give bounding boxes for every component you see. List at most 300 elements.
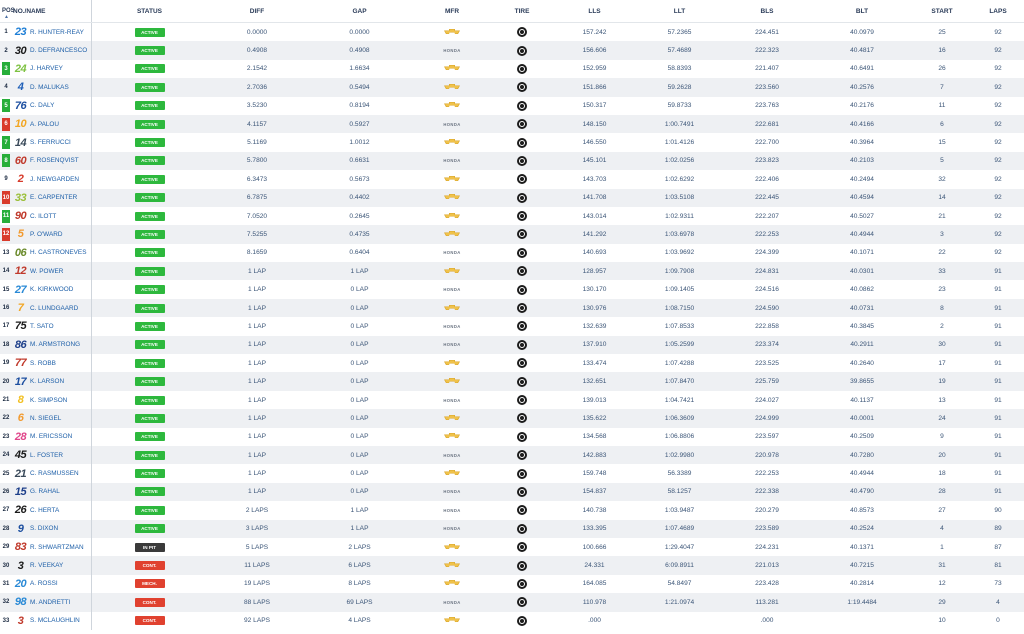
chevrolet-logo-icon <box>444 305 460 312</box>
driver-cell[interactable] <box>13 60 92 78</box>
tire-icon <box>517 616 527 626</box>
tire-icon <box>517 266 527 276</box>
table-row <box>0 225 1024 243</box>
diff-cell: 1 LAP <box>248 433 266 441</box>
lls-cell: 140.738 <box>582 506 607 514</box>
driver-cell[interactable] <box>13 97 92 115</box>
tire-icon <box>517 450 527 460</box>
header-status[interactable]: STATUS <box>136 7 163 15</box>
status-cell <box>92 280 207 298</box>
driver-cell[interactable] <box>13 428 92 446</box>
bls-cell: 224.027 <box>755 396 779 404</box>
gap-cell: 0 LAP <box>350 378 369 386</box>
position-cell <box>0 170 13 188</box>
tire-cell <box>492 354 552 372</box>
status-badge: ACTIVE <box>135 396 165 405</box>
status-cell <box>92 520 207 538</box>
status-cell <box>92 60 207 78</box>
table-row <box>0 23 1024 41</box>
status-cell <box>92 317 207 335</box>
driver-cell[interactable] <box>13 299 92 317</box>
blt-cell: 40.1371 <box>850 543 874 551</box>
tire-icon <box>517 229 527 239</box>
bls-cell: 221.013 <box>755 562 779 570</box>
tire-cell <box>492 428 552 446</box>
car-number: 30 <box>14 44 27 57</box>
manufacturer-cell <box>412 280 492 298</box>
lls-cell: 151.866 <box>582 83 607 91</box>
position-badge: 31 <box>2 580 10 587</box>
driver-name-link[interactable]: K. LARSON <box>30 378 65 386</box>
laps-cell: 92 <box>994 194 1002 202</box>
driver-name-link[interactable]: S. MCLAUGHLIN <box>30 617 80 625</box>
car-number: 15 <box>14 485 27 498</box>
header-blt[interactable]: BLT <box>855 7 869 15</box>
llt-cell: 1:07.4288 <box>664 359 695 367</box>
header-tire[interactable]: TIRE <box>514 7 530 15</box>
tire-cell <box>492 464 552 482</box>
car-number: 7 <box>17 302 24 315</box>
diff-cell: 1 LAP <box>248 267 266 275</box>
driver-name-link[interactable]: C. HERTA <box>30 506 60 514</box>
laps-cell: 92 <box>994 28 1002 36</box>
car-number: 26 <box>14 504 27 517</box>
driver-name-link[interactable]: D. MALUKAS <box>30 83 69 91</box>
manufacturer-cell <box>412 483 492 501</box>
position-cell <box>0 244 13 262</box>
status-cell <box>92 225 207 243</box>
driver-name-link[interactable]: A. PALOU <box>30 120 60 128</box>
driver-name-link[interactable]: S. DIXON <box>30 525 59 533</box>
tire-cell <box>492 446 552 464</box>
start-cell: 28 <box>938 488 946 496</box>
table-row <box>0 60 1024 78</box>
driver-name-link[interactable]: R. HUNTER-REAY <box>30 28 84 36</box>
start-cell: 10 <box>938 617 946 625</box>
driver-name-link[interactable]: C. LUNDGAARD <box>30 304 79 312</box>
gap-cell: 0 LAP <box>350 322 369 330</box>
tire-icon <box>517 119 527 129</box>
start-cell: 18 <box>938 470 946 478</box>
driver-cell[interactable] <box>13 262 92 280</box>
manufacturer-cell <box>412 428 492 446</box>
lls-cell: 132.639 <box>582 322 607 330</box>
tire-cell <box>492 336 552 354</box>
tire-icon <box>517 413 527 423</box>
blt-cell: 40.2814 <box>850 580 874 588</box>
status-cell <box>92 428 207 446</box>
llt-cell: 1:04.7421 <box>664 396 695 404</box>
position-badge: 1 <box>4 29 8 36</box>
driver-name-link[interactable]: W. POWER <box>30 267 64 275</box>
start-cell: 31 <box>938 562 946 570</box>
tire-icon <box>517 101 527 111</box>
bls-cell: 223.525 <box>755 359 779 367</box>
position-cell <box>0 225 13 243</box>
car-number: 5 <box>17 228 24 241</box>
position-cell <box>0 446 13 464</box>
bls-cell: 222.445 <box>755 194 779 202</box>
driver-name-link[interactable]: K. KIRKWOOD <box>30 286 74 294</box>
table-row <box>0 336 1024 354</box>
car-number: 28 <box>14 430 27 443</box>
tire-cell <box>492 409 552 427</box>
driver-cell[interactable] <box>13 409 92 427</box>
driver-name-link[interactable]: G. RAHAL <box>30 488 60 496</box>
driver-cell[interactable] <box>13 483 92 501</box>
header-llt[interactable]: LLT <box>673 7 686 15</box>
laps-cell: 92 <box>994 102 1002 110</box>
status-badge: ACTIVE <box>135 285 165 294</box>
driver-cell[interactable] <box>13 78 92 96</box>
gap-cell: 0.5673 <box>349 175 370 183</box>
tire-icon <box>517 377 527 387</box>
header-mfr[interactable]: MFR <box>444 7 460 15</box>
position-cell <box>0 501 13 519</box>
driver-cell[interactable] <box>13 170 92 188</box>
table-row <box>0 446 1024 464</box>
lls-cell: 140.693 <box>582 249 607 257</box>
status-badge: CONT. <box>135 561 165 570</box>
chevrolet-logo-icon <box>444 213 460 220</box>
manufacturer-cell <box>412 391 492 409</box>
driver-cell[interactable] <box>13 556 92 574</box>
driver-cell[interactable] <box>13 501 92 519</box>
blt-cell: 40.2911 <box>850 341 874 349</box>
tire-icon <box>517 82 527 92</box>
driver-cell[interactable] <box>13 133 92 151</box>
llt-cell: 58.8393 <box>667 65 692 73</box>
driver-name-link[interactable]: J. HARVEY <box>30 65 63 73</box>
bls-cell: 224.831 <box>755 267 779 275</box>
start-cell: 4 <box>940 525 944 533</box>
llt-cell: 1:29.4047 <box>664 543 695 551</box>
header-diff[interactable]: DIFF <box>249 7 265 15</box>
car-number: 14 <box>14 136 27 149</box>
position-badge: 9 <box>4 176 8 183</box>
table-row <box>0 115 1024 133</box>
driver-name-link[interactable]: A. ROSSI <box>30 580 58 588</box>
manufacturer-cell <box>412 336 492 354</box>
header-laps[interactable]: LAPS <box>989 7 1007 15</box>
gap-cell: 4 LAPS <box>348 617 371 625</box>
laps-cell: 81 <box>994 562 1002 570</box>
lls-cell: 141.708 <box>582 194 607 202</box>
gap-cell: 0 LAP <box>350 433 369 441</box>
bls-cell: 224.516 <box>755 286 779 294</box>
lls-cell: 145.101 <box>582 157 607 165</box>
driver-cell[interactable] <box>13 520 92 538</box>
blt-cell: 40.2640 <box>850 359 874 367</box>
blt-cell: 40.1071 <box>850 249 874 257</box>
llt-cell: 1:03.6978 <box>664 230 695 238</box>
bls-cell: 224.451 <box>755 28 779 36</box>
lls-cell: 143.014 <box>582 212 607 220</box>
start-cell: 17 <box>938 359 946 367</box>
gap-cell: 0 LAP <box>350 488 369 496</box>
position-badge: 17 <box>2 323 10 330</box>
manufacturer-cell <box>412 78 492 96</box>
laps-cell: 92 <box>994 139 1002 147</box>
status-cell <box>92 391 207 409</box>
tire-icon <box>517 395 527 405</box>
tire-cell <box>492 207 552 225</box>
driver-name-link[interactable]: S. ROBB <box>30 359 56 367</box>
lls-cell: 133.395 <box>582 525 607 533</box>
chevrolet-logo-icon <box>444 562 460 569</box>
driver-cell[interactable] <box>13 41 92 59</box>
table-row <box>0 41 1024 59</box>
driver-name-link[interactable]: M. ERICSSON <box>30 433 73 441</box>
laps-cell: 91 <box>994 378 1002 386</box>
tire-cell <box>492 97 552 115</box>
laps-cell: 0 <box>996 617 1000 625</box>
tire-icon <box>517 46 527 56</box>
header-gap[interactable]: GAP <box>352 7 367 15</box>
position-badge: 4 <box>4 84 8 91</box>
driver-cell[interactable] <box>13 244 92 262</box>
start-cell: 9 <box>940 433 944 441</box>
position-cell <box>0 299 13 317</box>
blt-cell: 40.0862 <box>850 286 874 294</box>
sort-arrow-icon[interactable]: ▲ <box>4 14 9 20</box>
tire-cell <box>492 41 552 59</box>
bls-cell: 223.374 <box>755 341 779 349</box>
status-badge: ACTIVE <box>135 230 165 239</box>
driver-name-link[interactable]: P. O'WARD <box>30 230 63 238</box>
tire-cell <box>492 60 552 78</box>
driver-name-link[interactable]: N. SIEGEL <box>30 414 62 422</box>
table-row <box>0 280 1024 298</box>
start-cell: 24 <box>938 414 946 422</box>
driver-name-link[interactable]: E. CARPENTER <box>30 194 78 202</box>
tire-icon <box>517 248 527 258</box>
blt-cell: 40.4817 <box>850 47 874 55</box>
gap-cell: 0 LAP <box>350 341 369 349</box>
status-badge: ACTIVE <box>135 101 165 110</box>
position-cell <box>0 115 13 133</box>
diff-cell: 92 LAPS <box>243 617 271 625</box>
chevrolet-logo-icon <box>444 580 460 587</box>
table-row <box>0 483 1024 501</box>
status-badge: ACTIVE <box>135 359 165 368</box>
gap-cell: 0 LAP <box>350 396 369 404</box>
position-cell <box>0 60 13 78</box>
bls-cell: 222.253 <box>755 230 779 238</box>
tire-cell <box>492 612 552 630</box>
header-pos[interactable]: POS ▲ <box>2 8 15 20</box>
honda-logo-icon: HONDA <box>443 599 461 605</box>
driver-cell[interactable] <box>13 354 92 372</box>
table-row <box>0 538 1024 556</box>
driver-name-link[interactable]: D. DEFRANCESCO <box>30 47 88 55</box>
status-cell <box>92 299 207 317</box>
car-number: 6 <box>17 412 24 425</box>
driver-name-link[interactable]: R. VEEKAY <box>30 562 64 570</box>
start-cell: 30 <box>938 341 946 349</box>
driver-cell[interactable] <box>13 23 92 41</box>
honda-logo-icon: HONDA <box>443 397 461 403</box>
driver-cell[interactable] <box>13 317 92 335</box>
status-cell <box>92 97 207 115</box>
driver-cell[interactable] <box>13 336 92 354</box>
lls-cell: 133.474 <box>582 359 607 367</box>
driver-cell[interactable] <box>13 593 92 611</box>
lls-cell: 159.748 <box>582 470 607 478</box>
driver-cell[interactable] <box>13 538 92 556</box>
lls-cell: 150.317 <box>582 102 607 110</box>
position-cell <box>0 612 13 630</box>
car-number: 3 <box>17 559 24 572</box>
gap-cell: 8 LAPS <box>348 580 371 588</box>
status-badge: ACTIVE <box>135 64 165 73</box>
laps-cell: 92 <box>994 65 1002 73</box>
tire-icon <box>517 321 527 331</box>
driver-cell[interactable] <box>13 152 92 170</box>
llt-cell <box>637 612 722 630</box>
start-cell: 22 <box>938 249 946 257</box>
car-number: 27 <box>14 283 27 296</box>
status-cell <box>92 41 207 59</box>
header-bls[interactable]: BLS <box>760 7 774 15</box>
table-row <box>0 317 1024 335</box>
bls-cell: 224.231 <box>755 543 779 551</box>
llt-cell: 1:08.7150 <box>664 304 695 312</box>
diff-cell: 7.5255 <box>246 230 268 238</box>
lls-cell: 143.703 <box>582 175 607 183</box>
chevrolet-logo-icon <box>444 470 460 477</box>
status-badge: ACTIVE <box>135 120 165 129</box>
tire-cell <box>492 391 552 409</box>
driver-cell[interactable] <box>13 372 92 390</box>
driver-name-link[interactable]: T. SATO <box>30 322 54 330</box>
status-cell <box>92 207 207 225</box>
honda-logo-icon: HONDA <box>443 507 461 513</box>
table-row <box>0 207 1024 225</box>
llt-cell: 6:09.8911 <box>665 562 694 570</box>
driver-name-link[interactable]: M. ANDRETTI <box>30 598 71 606</box>
status-badge: ACTIVE <box>135 267 165 276</box>
laps-cell: 4 <box>996 598 1000 606</box>
car-number: 45 <box>14 449 27 462</box>
start-cell: 2 <box>940 322 944 330</box>
bls-cell: 224.590 <box>755 304 779 312</box>
driver-name-link[interactable]: C. RASMUSSEN <box>30 470 79 478</box>
car-number: 3 <box>17 614 24 627</box>
driver-name-link[interactable]: H. CASTRONEVES <box>30 249 87 257</box>
diff-cell: 88 LAPS <box>243 598 271 606</box>
driver-name-link[interactable]: C. ILOTT <box>30 212 57 220</box>
driver-cell[interactable] <box>13 391 92 409</box>
tire-icon <box>517 487 527 497</box>
driver-name-link[interactable]: M. ARMSTRONG <box>30 341 81 349</box>
tire-cell <box>492 538 552 556</box>
gap-cell: 0.2645 <box>349 212 370 220</box>
driver-cell[interactable] <box>13 575 92 593</box>
table-row <box>0 575 1024 593</box>
position-cell <box>0 262 13 280</box>
position-badge: 30 <box>2 562 10 569</box>
diff-cell: 1 LAP <box>248 470 266 478</box>
diff-cell: 1 LAP <box>248 378 266 386</box>
car-number: 10 <box>14 118 27 131</box>
position-badge: 6 <box>2 118 10 131</box>
bls-cell: 222.681 <box>755 120 779 128</box>
tire-cell <box>492 78 552 96</box>
position-cell <box>0 317 13 335</box>
blt-cell: 40.0979 <box>850 28 874 36</box>
status-cell <box>92 538 207 556</box>
driver-name-link[interactable]: R. SHWARTZMAN <box>30 543 84 551</box>
table-row <box>0 97 1024 115</box>
driver-name-link[interactable]: C. DALY <box>30 102 55 110</box>
laps-cell: 91 <box>994 359 1002 367</box>
start-cell: 1 <box>940 543 944 551</box>
header-name[interactable]: NO./NAME <box>13 0 92 22</box>
driver-name-link[interactable]: L. FOSTER <box>30 451 64 459</box>
lls-cell: 135.622 <box>582 414 607 422</box>
blt-cell: 40.6491 <box>850 65 874 73</box>
position-badge: 26 <box>2 488 10 495</box>
start-cell: 20 <box>938 451 946 459</box>
manufacturer-cell <box>412 207 492 225</box>
table-row <box>0 299 1024 317</box>
lls-cell: 148.150 <box>582 120 607 128</box>
lls-cell: 157.242 <box>582 28 607 36</box>
driver-name-link[interactable]: F. ROSENQVIST <box>30 157 79 165</box>
lls-cell: 137.910 <box>582 341 607 349</box>
position-cell <box>0 556 13 574</box>
car-number: 20 <box>14 577 27 590</box>
diff-cell: 0.4908 <box>246 47 268 55</box>
gap-cell: 0.4402 <box>349 194 370 202</box>
car-number: 12 <box>14 265 27 278</box>
driver-cell[interactable] <box>13 189 92 207</box>
honda-logo-icon: HONDA <box>443 121 461 127</box>
lls-cell: 100.666 <box>582 543 607 551</box>
header-start[interactable]: START <box>931 7 953 15</box>
driver-cell[interactable] <box>13 115 92 133</box>
start-cell: 32 <box>938 175 946 183</box>
driver-cell[interactable] <box>13 464 92 482</box>
manufacturer-cell <box>412 170 492 188</box>
tire-icon <box>517 211 527 221</box>
driver-cell[interactable] <box>13 225 92 243</box>
position-badge: 32 <box>2 599 10 606</box>
position-badge: 12 <box>2 228 10 241</box>
diff-cell: 3.5230 <box>246 102 268 110</box>
position-cell <box>0 152 13 170</box>
position-cell <box>0 133 13 151</box>
lls-cell: 24.331 <box>584 562 605 570</box>
driver-cell[interactable] <box>13 612 92 630</box>
honda-logo-icon: HONDA <box>443 526 461 532</box>
header-lls[interactable]: LLS <box>588 7 601 15</box>
driver-cell[interactable] <box>13 207 92 225</box>
driver-name-link[interactable]: J. NEWGARDEN <box>30 175 79 183</box>
laps-cell: 91 <box>994 488 1002 496</box>
position-cell <box>0 520 13 538</box>
driver-name-link[interactable]: S. FERRUCCI <box>30 139 71 147</box>
driver-cell[interactable] <box>13 446 92 464</box>
driver-cell[interactable] <box>13 280 92 298</box>
diff-cell: 1 LAP <box>248 286 266 294</box>
status-badge: ACTIVE <box>135 451 165 460</box>
driver-name-link[interactable]: K. SIMPSON <box>30 396 68 404</box>
llt-cell: 1:01.4126 <box>664 139 695 147</box>
gap-cell: 1 LAP <box>350 506 369 514</box>
honda-logo-icon: HONDA <box>443 342 461 348</box>
